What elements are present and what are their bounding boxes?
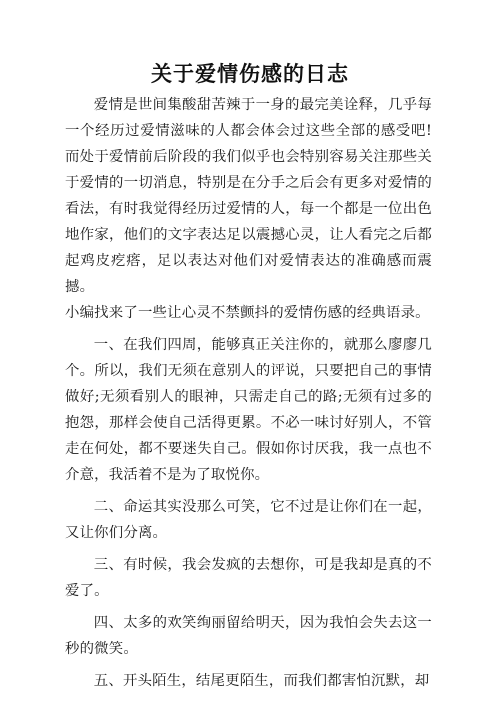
document-title: 关于爱情伤感的日志 <box>151 62 349 86</box>
intro-paragraph: 爱情是世间集酸甜苦辣于一身的最完美诠释，几乎每一个经历过爱情滋味的人都会体会过这些全部的感受吧!而处于爱情前后阶段的我们似乎也会特别容易关注那些关于爱情的一切消息，特别是在分手之后会有更多对爱情的看法，有时我觉得经历过爱情的人，每一个都是一位出色地作家，他们的文字表达足以震撼心灵，让人看完之后都起鸡皮疙瘩，足以表达对他们对爱情表达的准确感而震撼。 <box>65 97 432 295</box>
quote-paragraph-4: 四、太多的欢笑绚丽留给明天，因为我怕会失去这一秒的微笑。 <box>65 615 432 657</box>
document-body <box>65 92 432 700</box>
intro-summary-paragraph: 小编找来了一些让心灵不禁颤抖的爱情伤感的经典语录。 <box>65 305 430 321</box>
quote-paragraph-1: 一、在我们四周，能够真正关注你的，就那么廖廖几个。所以，我们无须在意别人的评说，只要把自己的事情做好;无须看别人的眼神，只需走自己的路;无须有过多的抱怨，那样会使自己活得更累。不必一味讨好别人，不管走在何处，都不要迷失自己。假如你讨厌我，我一点也不介意，我活着不是为了取悦你。 <box>65 337 432 483</box>
quote-paragraph-3: 三、有时候，我会发疯的去想你，可是我却是真的不爱了。 <box>65 557 432 599</box>
quote-paragraph-2: 二、命运其实没那么可笑，它不过是让你们在一起，又让你们分离。 <box>65 499 432 541</box>
quote-paragraph-5: 五、开头陌生，结尾更陌生，而我们都害怕沉默，却 <box>93 673 430 689</box>
